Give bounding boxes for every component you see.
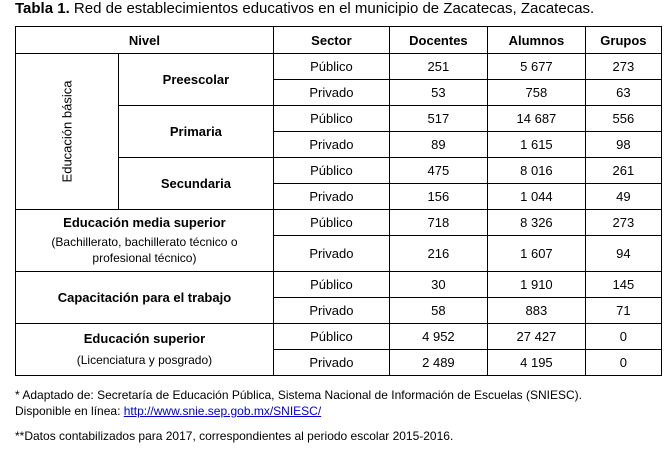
cell-docentes: 156 [389, 184, 487, 210]
cell-alumnos: 27 427 [487, 324, 585, 350]
cell-sector: Público [273, 210, 389, 236]
footnote-data-year: **Datos contabilizados para 2017, correspondientes al periodo escolar 2015-2016. [15, 429, 454, 443]
cell-grupos: 273 [585, 54, 661, 80]
table-row [16, 272, 662, 298]
cell-alumnos: 1 044 [487, 184, 585, 210]
cell-alumnos: 1 607 [487, 236, 585, 272]
cell-grupos: 273 [585, 210, 661, 236]
cell-alumnos: 1 615 [487, 132, 585, 158]
cell-sector: Privado [273, 350, 389, 376]
table-row [16, 324, 662, 350]
group-superior-label: Educación superior [83, 331, 206, 346]
cell-sector: Público [273, 158, 389, 184]
cell-docentes: 216 [389, 236, 487, 272]
level-secundaria: Secundaria [118, 158, 273, 210]
table-header-row [16, 27, 662, 54]
cell-grupos: 94 [585, 236, 661, 272]
cell-alumnos: 8 016 [487, 158, 585, 184]
cell-sector: Público [273, 54, 389, 80]
cell-alumnos: 883 [487, 298, 585, 324]
group-capacitacion: Capacitación para el trabajo [16, 272, 274, 324]
header-docentes: Docentes [389, 27, 487, 54]
cell-grupos: 556 [585, 106, 661, 132]
group-media-sub: (Bachillerato, bachillerato técnico o profesional técnico) [51, 235, 238, 265]
cell-docentes: 475 [389, 158, 487, 184]
level-primaria: Primaria [118, 106, 273, 158]
cell-docentes: 30 [389, 272, 487, 298]
header-nivel: Nivel [16, 27, 274, 54]
cell-grupos: 145 [585, 272, 661, 298]
cell-docentes: 53 [389, 80, 487, 106]
footnote-source-text: * Adaptado de: Secretaría de Educación Pública, Sistema Nacional de Información de Escuelas (SNIESC). Disponible en línea: [15, 388, 582, 418]
cell-alumnos: 14 687 [487, 106, 585, 132]
cell-alumnos: 4 195 [487, 350, 585, 376]
group-basica-cell [16, 54, 119, 210]
footnote-source [15, 387, 615, 419]
group-basica-label: Educación básica [59, 80, 75, 183]
caption-label: Tabla 1. [15, 0, 70, 17]
cell-docentes: 4 952 [389, 324, 487, 350]
cell-sector: Público [273, 106, 389, 132]
cell-sector: Privado [273, 132, 389, 158]
header-grupos: Grupos [585, 27, 661, 54]
group-media-label: Educación media superior [63, 215, 226, 230]
cell-grupos: 49 [585, 184, 661, 210]
group-superior-cell [16, 324, 274, 376]
caption-text: Red de establecimientos educativos en el municipio de Zacatecas, Zacatecas. [69, 0, 595, 17]
cell-sector: Privado [273, 236, 389, 272]
cell-docentes: 718 [389, 210, 487, 236]
cell-alumnos: 1 910 [487, 272, 585, 298]
cell-alumnos: 5 677 [487, 54, 585, 80]
cell-sector: Privado [273, 298, 389, 324]
cell-sector: Privado [273, 184, 389, 210]
education-table [15, 26, 662, 376]
group-superior-sub: (Licenciatura y posgrado) [76, 353, 213, 367]
cell-grupos: 98 [585, 132, 661, 158]
cell-docentes: 58 [389, 298, 487, 324]
group-media-cell [16, 210, 274, 272]
footnote-source-link[interactable]: http://www.snie.sep.gob.mx/SNIESC/ [123, 404, 322, 418]
cell-grupos: 63 [585, 80, 661, 106]
table-row [16, 210, 662, 236]
cell-docentes: 517 [389, 106, 487, 132]
cell-docentes: 251 [389, 54, 487, 80]
level-preescolar: Preescolar [118, 54, 273, 106]
header-sector: Sector [273, 27, 389, 54]
cell-grupos: 261 [585, 158, 661, 184]
cell-docentes: 2 489 [389, 350, 487, 376]
cell-grupos: 71 [585, 298, 661, 324]
cell-sector: Público [273, 272, 389, 298]
cell-sector: Público [273, 324, 389, 350]
cell-docentes: 89 [389, 132, 487, 158]
header-alumnos: Alumnos [487, 27, 585, 54]
cell-grupos: 0 [585, 324, 661, 350]
table-caption [15, 0, 655, 18]
cell-alumnos: 758 [487, 80, 585, 106]
cell-grupos: 0 [585, 350, 661, 376]
cell-alumnos: 8 326 [487, 210, 585, 236]
cell-sector: Privado [273, 80, 389, 106]
table-row [16, 54, 662, 80]
